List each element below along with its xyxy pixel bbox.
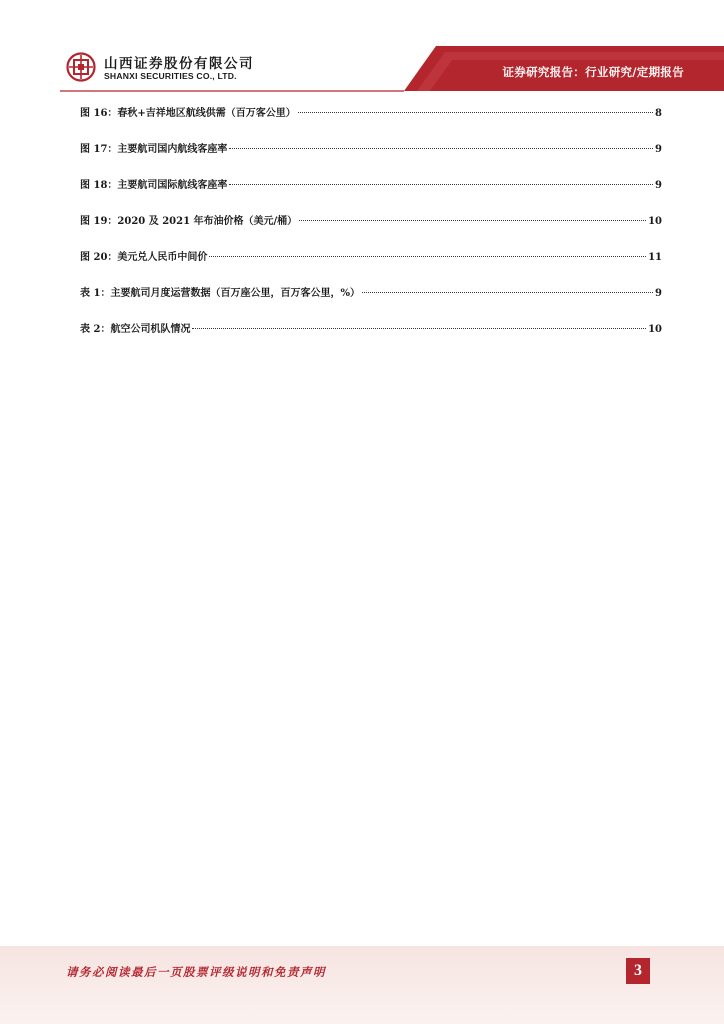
toc-entry-page: 10 (648, 324, 662, 335)
toc-entry[interactable] (80, 140, 662, 160)
toc-leader-dots (362, 292, 653, 293)
toc-entry-label: 表 1：主要航司月度运营数据（百万座公里，百万客公里，%） (80, 288, 360, 299)
toc-entry[interactable] (80, 176, 662, 196)
company-logo-icon (66, 52, 96, 82)
page-number: 3 (626, 958, 650, 984)
company-name-cn: 山西证券股份有限公司 (104, 56, 254, 72)
toc-leader-dots (298, 112, 653, 113)
toc-leader-dots (229, 184, 653, 185)
page-header (0, 0, 724, 100)
toc-entry-label: 图 16：春秋+吉祥地区航线供需（百万客公里） (80, 108, 296, 119)
toc-leader-dots (299, 220, 646, 221)
header-banner (0, 0, 724, 100)
footer-band (0, 946, 724, 1024)
toc-entry[interactable] (80, 320, 662, 340)
toc-entry-page: 9 (655, 180, 662, 191)
toc-entry[interactable] (80, 284, 662, 304)
disclaimer-notice: 请务必阅读最后一页股票评级说明和免责声明 (66, 965, 326, 979)
toc-entry-page: 8 (655, 108, 662, 119)
toc-entry-page: 11 (648, 252, 662, 263)
report-type-label: 证券研究报告：行业研究/定期报告 (502, 65, 684, 79)
toc-entry-label: 图 18：主要航司国际航线客座率 (80, 180, 228, 191)
toc-leader-dots (229, 148, 653, 149)
company-name-en: SHANXI SECURITIES CO., LTD. (104, 71, 237, 81)
toc-entry[interactable] (80, 104, 662, 124)
toc-entry-label: 表 2：航空公司机队情况 (80, 324, 191, 335)
toc-entry-page: 9 (655, 288, 662, 299)
toc-leader-dots (209, 256, 646, 257)
toc-entry[interactable] (80, 212, 662, 232)
toc-entry-label: 图 20：美元兑人民币中间价 (80, 252, 208, 263)
toc-entry-page: 10 (648, 216, 662, 227)
toc-leader-dots (192, 328, 646, 329)
toc-entry-page: 9 (655, 144, 662, 155)
toc-entry-label: 图 17：主要航司国内航线客座率 (80, 144, 228, 155)
toc-entry[interactable] (80, 248, 662, 268)
toc-entry-label: 图 19：2020 及 2021 年布油价格（美元/桶） (80, 216, 298, 227)
